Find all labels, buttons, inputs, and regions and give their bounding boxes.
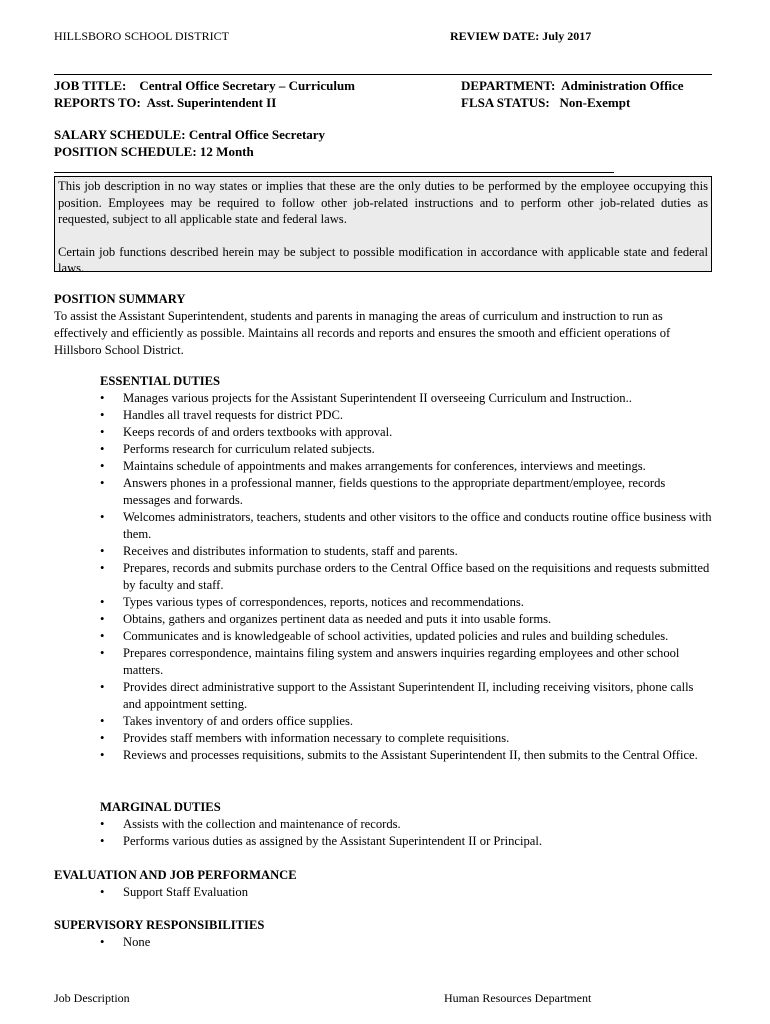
list-item: • Provides direct administrative support to the Assistant Superintendent II, including receiving visitors, phone calls and appointment setting. xyxy=(100,679,714,713)
list-item: • Performs research for curriculum related subjects. xyxy=(100,441,714,458)
list-item: • Prepares correspondence, maintains filing system and answers inquiries regarding employees and other school matters. xyxy=(100,645,714,679)
reports-to: REPORTS TO: Asst. Superintendent II xyxy=(54,95,277,110)
list-item: • Support Staff Evaluation xyxy=(100,884,714,901)
list-item: • None xyxy=(100,934,714,951)
header-rule xyxy=(54,74,712,75)
salary-schedule: SALARY SCHEDULE: Central Office Secretary xyxy=(54,127,326,142)
meta-rule xyxy=(54,172,614,173)
job-title: JOB TITLE: Central Office Secretary – Curriculum xyxy=(54,78,356,93)
essential-duties-heading: ESSENTIAL DUTIES xyxy=(100,374,221,388)
disclaimer-box xyxy=(54,176,712,276)
supervisory-list xyxy=(100,934,714,951)
marginal-duties-list xyxy=(100,816,714,850)
list-item: • Prepares, records and submits purchase orders to the Central Office based on the requisitions and requests submitted by faculty and staff. xyxy=(100,560,714,594)
list-item: • Reviews and processes requisitions, submits to the Assistant Superintendent II, then submits to the Central Office. xyxy=(100,747,714,764)
list-item: • Performs various duties as assigned by the Assistant Superintendent II or Principal. xyxy=(100,833,714,850)
position-summary-heading: POSITION SUMMARY xyxy=(54,292,186,306)
footer-right: Human Resources Department xyxy=(444,991,592,1005)
marginal-duties-heading: MARGINAL DUTIES xyxy=(100,800,221,814)
list-item: • Handles all travel requests for district PDC. xyxy=(100,407,714,424)
position-summary-text: To assist the Assistant Superintendent, students and parents in managing the areas of curriculum and instruction to run as effectively and efficiently as possible. Maintains all records and reports and ensures the smooth and efficient operations of Hillsboro School District. xyxy=(54,309,671,357)
list-item: • Provides staff members with information necessary to complete requisitions. xyxy=(100,730,714,747)
essential-duties-list xyxy=(100,390,714,764)
list-item: • Answers phones in a professional manner, fields questions to the appropriate department/employee, records messages and forwards. xyxy=(100,475,714,509)
department: DEPARTMENT: Administration Office xyxy=(461,78,684,93)
evaluation-list xyxy=(100,884,714,901)
position-schedule: POSITION SCHEDULE: 12 Month xyxy=(54,144,254,159)
disclaimer-paragraph: This job description in no way states or implies that these are the only duties to be performed by the employee occupying this position. Employees may be required to follow other job-related instructions and to perform other job-related duties as requested, subject to all applicable state and federal laws. xyxy=(58,179,708,227)
list-item: • Welcomes administrators, teachers, students and other visitors to the office and conducts routine office business with them. xyxy=(100,509,714,543)
list-item: • Maintains schedule of appointments and makes arrangements for conferences, interviews and meetings. xyxy=(100,458,714,475)
list-item: • Receives and distributes information to students, staff and parents. xyxy=(100,543,714,560)
list-item: • Types various types of correspondences, reports, notices and recommendations. xyxy=(100,594,714,611)
disclaimer-paragraph: Certain job functions described herein may be subject to possible modification in accordance with applicable state and federal laws. xyxy=(58,244,708,276)
list-item: • Communicates and is knowledgeable of school activities, updated policies and rules and building schedules. xyxy=(100,628,714,645)
list-item: • Keeps records of and orders textbooks with approval. xyxy=(100,424,714,441)
list-item: • Takes inventory of and orders office supplies. xyxy=(100,713,714,730)
list-item: • Manages various projects for the Assistant Superintendent II overseeing Curriculum and Instruction.. xyxy=(100,390,714,407)
footer-left: Job Description xyxy=(54,991,130,1005)
list-item: • Obtains, gathers and organizes pertinent data as needed and puts it into usable forms. xyxy=(100,611,714,628)
evaluation-heading: EVALUATION AND JOB PERFORMANCE xyxy=(54,868,297,882)
review-date: REVIEW DATE: July 2017 xyxy=(450,29,592,43)
list-item: • Assists with the collection and maintenance of records. xyxy=(100,816,714,833)
flsa-status: FLSA STATUS: Non-Exempt xyxy=(461,95,631,110)
supervisory-heading: SUPERVISORY RESPONSIBILITIES xyxy=(54,918,265,932)
district-name: HILLSBORO SCHOOL DISTRICT xyxy=(54,29,229,43)
